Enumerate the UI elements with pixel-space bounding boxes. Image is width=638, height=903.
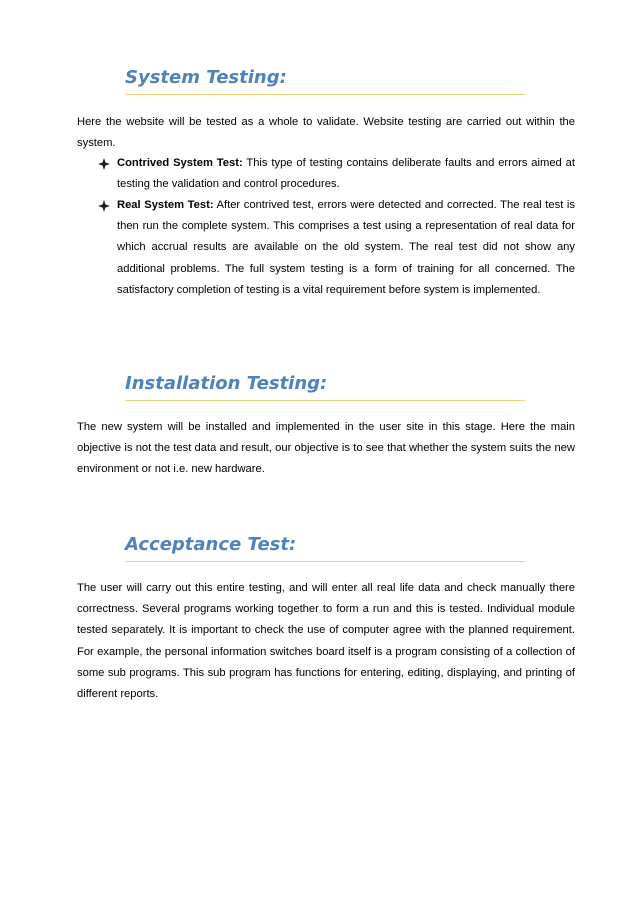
bullet-term: Real System Test: <box>117 199 214 211</box>
bullet-term: Contrived System Test: <box>117 157 243 169</box>
section-heading-acceptance-test: Acceptance Test: <box>125 534 297 555</box>
installation-testing-paragraph: The new system will be installed and implemented in the user site in this stage. Here the main objective is not the test data and result, our objective is to see that whether the system suits the new environment or not i.e. new hardware. <box>77 421 575 476</box>
heading-underline <box>125 94 525 95</box>
heading-underline <box>125 400 525 401</box>
bullet-text: This type of testing contains deliberate faults and errors aimed at testing the validation and control procedures. <box>117 157 575 191</box>
system-testing-paragraph: Here the website will be tested as a whole to validate. Website testing are carried out within the system. <box>77 116 575 150</box>
section-heading-installation-testing: Installation Testing: <box>125 373 328 394</box>
bullet-item-real-system-test <box>117 195 575 301</box>
bullet-item-contrived-system-test <box>117 153 575 195</box>
diamond-bullet-icon <box>98 199 110 211</box>
section-heading-system-testing: System Testing: <box>125 67 287 88</box>
acceptance-test-paragraph: The user will carry out this entire testing, and will enter all real life data and check manually there correctness. Several programs working together to form a run and this is tested. Individual module tested separately. It is important to check the use of computer agree with the planned requirement. For example, the personal information switches board itself is a program consisting of a collection of some sub programs. This sub program has functions for entering, editing, displaying, and printing of different reports. <box>77 582 575 701</box>
bullet-text: After contrived test, errors were detected and corrected. The real test is then run the complete system. This comprises a test using a representation of real data for which accrual results are available on the old system. The real test did not show any additional problems. The full system testing is a form of training for all concerned. The satisfactory completion of testing is a vital requirement before system is implemented. <box>117 199 575 296</box>
heading-underline <box>125 561 525 562</box>
diamond-bullet-icon <box>98 157 110 169</box>
